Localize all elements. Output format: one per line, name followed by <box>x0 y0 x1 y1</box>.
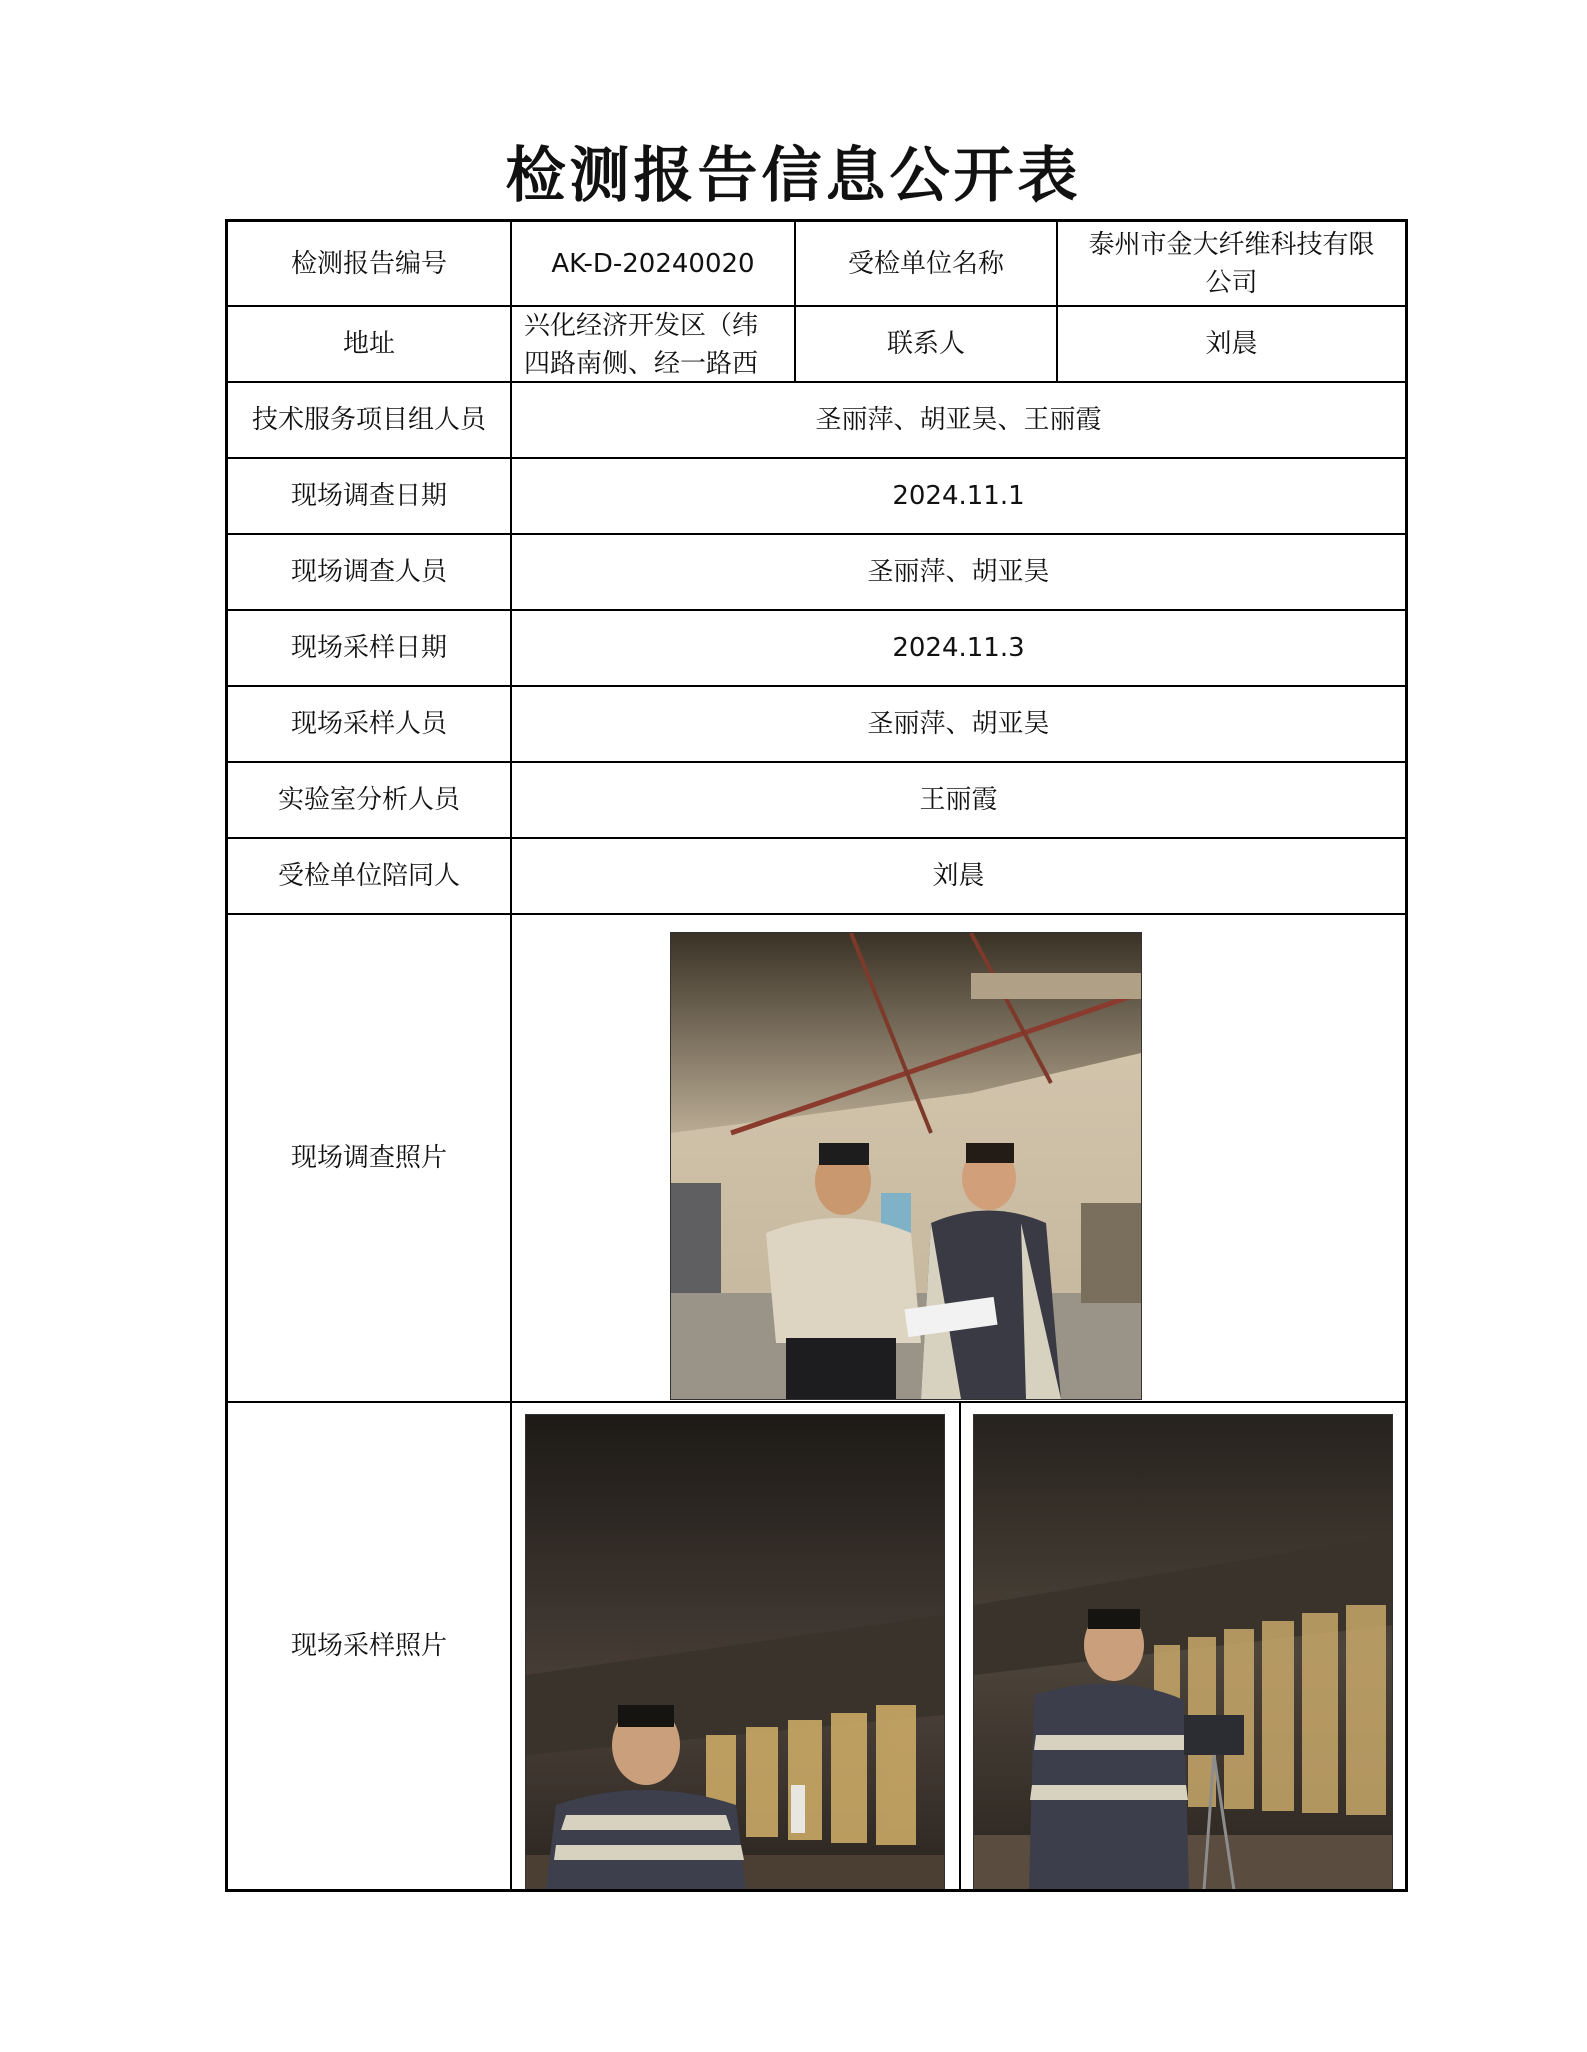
sampling-photo-2-image <box>974 1415 1392 1889</box>
address-label: 地址 <box>228 307 512 381</box>
table-row <box>228 1403 1405 1889</box>
table-row <box>228 459 1405 535</box>
row-value: 圣丽萍、胡亚昊 <box>867 709 1050 739</box>
row-label: 受检单位陪同人 <box>228 839 512 913</box>
sampling-photo-cell <box>512 1403 1405 1889</box>
row-label: 现场采样人员 <box>228 687 512 761</box>
row-value: 刘晨 <box>932 861 985 891</box>
unit-name-line2: 公司 <box>1205 267 1258 298</box>
sampling-photo-1 <box>525 1414 945 1889</box>
unit-name-label: 受检单位名称 <box>796 222 1058 305</box>
row-value: 2024.11.3 <box>892 633 1025 663</box>
survey-photo-cell <box>512 915 1405 1401</box>
address-value <box>512 307 796 381</box>
row-label: 现场调查日期 <box>228 459 512 533</box>
table-row <box>228 383 1405 459</box>
contact-label: 联系人 <box>796 307 1058 381</box>
unit-name-value <box>1058 222 1405 305</box>
sampling-photo-2 <box>973 1414 1393 1889</box>
row-value: 圣丽萍、胡亚昊 <box>867 557 1050 587</box>
unit-name-line1: 泰州市金大纤维科技有限 <box>1088 229 1375 260</box>
survey-photo-image <box>671 933 1141 1399</box>
row-value: 2024.11.1 <box>892 481 1025 511</box>
table-row <box>228 611 1405 687</box>
table-row <box>228 222 1405 307</box>
survey-photo <box>670 932 1142 1400</box>
page-title: 检测报告信息公开表 <box>505 141 1082 211</box>
report-no-value: AK-D-20240020 <box>512 222 796 305</box>
table-row <box>228 307 1405 383</box>
row-label: 现场调查人员 <box>228 535 512 609</box>
info-table <box>225 219 1408 1892</box>
sampling-photo-label: 现场采样照片 <box>228 1403 512 1889</box>
table-row <box>228 687 1405 763</box>
table-row <box>228 915 1405 1403</box>
report-no-label: 检测报告编号 <box>228 222 512 305</box>
sampling-photo-1-image <box>526 1415 944 1889</box>
address-line2: 四路南侧、经一路西 <box>524 349 759 379</box>
contact-value: 刘晨 <box>1205 329 1258 359</box>
address-line1: 兴化经济开发区（纬 <box>524 311 759 341</box>
row-label: 实验室分析人员 <box>228 763 512 837</box>
survey-photo-label: 现场调查照片 <box>228 915 512 1401</box>
table-row <box>228 839 1405 915</box>
table-row <box>228 763 1405 839</box>
row-value: 圣丽萍、胡亚昊、王丽霞 <box>815 405 1102 435</box>
row-label: 现场采样日期 <box>228 611 512 685</box>
photo-divider <box>959 1403 961 1889</box>
row-label: 技术服务项目组人员 <box>228 383 512 457</box>
table-row <box>228 535 1405 611</box>
row-value: 王丽霞 <box>919 785 998 815</box>
